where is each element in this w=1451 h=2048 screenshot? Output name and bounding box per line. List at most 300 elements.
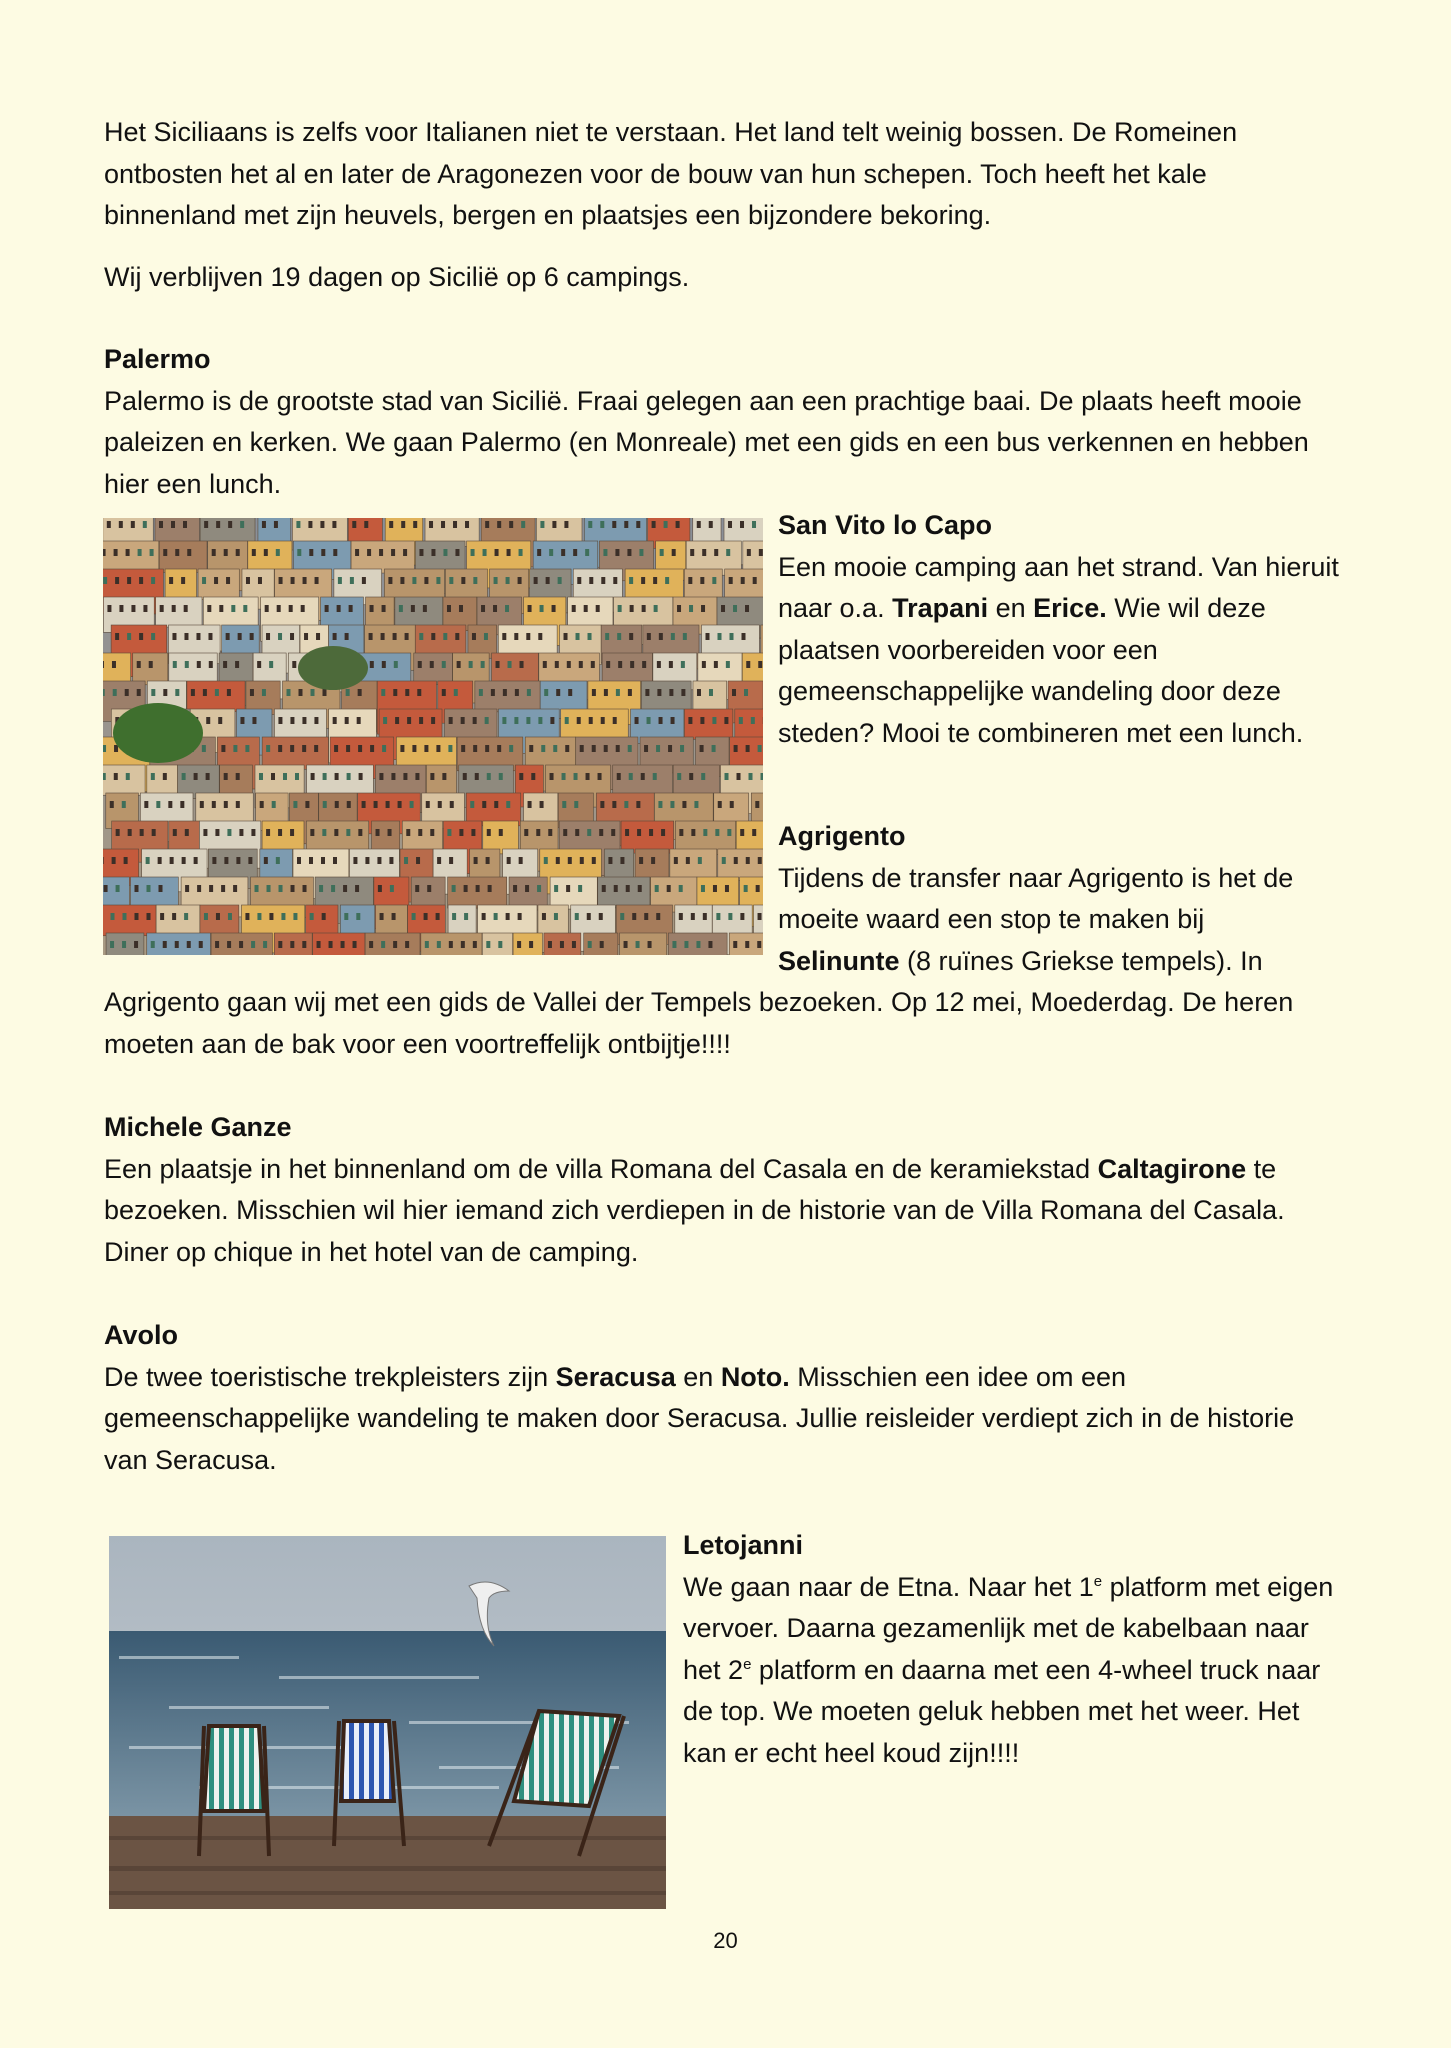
village-window: [746, 745, 750, 752]
village-window: [438, 801, 442, 808]
village-window: [642, 605, 646, 612]
village-window: [753, 577, 757, 584]
village-window: [740, 521, 744, 528]
village-window: [579, 661, 583, 668]
village-window: [233, 885, 237, 892]
village-window: [670, 801, 674, 808]
village-house-block: [448, 877, 507, 908]
village-window: [617, 773, 621, 780]
village-window: [447, 829, 451, 836]
hillside-village-photo: [103, 518, 763, 955]
village-window: [159, 521, 163, 528]
village-window: [431, 549, 435, 556]
village-window: [395, 717, 399, 724]
village-window: [733, 605, 737, 612]
village-window: [419, 717, 423, 724]
village-window: [599, 913, 603, 920]
village-window: [322, 829, 326, 836]
village-window: [449, 857, 453, 864]
village-window: [359, 773, 363, 780]
village-window: [209, 885, 213, 892]
village-window: [761, 773, 763, 780]
village-window: [423, 605, 427, 612]
village-window: [744, 885, 748, 892]
village-window: [615, 549, 619, 556]
village-window: [316, 633, 320, 640]
village-window: [552, 605, 556, 612]
village-window: [197, 885, 201, 892]
village-window: [712, 577, 716, 584]
village-window: [605, 633, 609, 640]
village-window: [680, 745, 684, 752]
village-window: [600, 801, 604, 808]
village-window: [317, 941, 321, 948]
village-window: [469, 661, 473, 668]
village-window: [752, 829, 756, 836]
village-house-block: [262, 737, 328, 769]
village-window: [562, 801, 566, 808]
section-michele-ganze: [104, 1107, 1349, 1273]
village-window: [173, 829, 177, 836]
village-window: [246, 577, 250, 584]
village-window: [329, 941, 333, 948]
village-window: [528, 605, 532, 612]
village-window: [681, 661, 685, 668]
village-window: [676, 521, 680, 528]
village-window: [323, 773, 327, 780]
village-window: [226, 633, 230, 640]
village-window: [146, 857, 150, 864]
village-window: [277, 605, 281, 612]
village-window: [577, 577, 581, 584]
village-window: [291, 885, 295, 892]
village-window: [442, 773, 446, 780]
village-window: [206, 773, 210, 780]
village-window: [475, 773, 479, 780]
village-window: [355, 885, 359, 892]
village-window: [572, 605, 576, 612]
village-window: [103, 745, 106, 752]
village-window: [212, 549, 216, 556]
village-window: [278, 829, 282, 836]
village-window: [150, 549, 154, 556]
village-window: [281, 913, 285, 920]
village-window: [134, 941, 138, 948]
village-window: [714, 549, 718, 556]
village-window: [347, 801, 351, 808]
village-window: [262, 521, 266, 528]
village-window: [637, 829, 641, 836]
village-window: [487, 829, 491, 836]
village-window: [260, 801, 264, 808]
village-window: [172, 633, 176, 640]
village-window: [417, 689, 421, 696]
village-window: [419, 549, 423, 556]
village-house-block: [103, 905, 156, 936]
village-window: [565, 745, 569, 752]
village-window: [497, 745, 501, 752]
village-window: [319, 885, 323, 892]
village-window: [250, 633, 254, 640]
village-window: [418, 829, 422, 836]
village-window: [218, 717, 222, 724]
village-window: [403, 549, 407, 556]
village-window: [137, 661, 141, 668]
village-window: [380, 913, 384, 920]
village-window: [216, 521, 220, 528]
village-window: [184, 605, 188, 612]
village-window: [224, 549, 228, 556]
village-window: [493, 605, 497, 612]
village-window: [722, 857, 726, 864]
village-window: [227, 941, 231, 948]
village-window: [537, 549, 541, 556]
village-window: [739, 717, 743, 724]
village-window: [175, 689, 179, 696]
village-window: [664, 521, 668, 528]
village-window: [215, 941, 219, 948]
village-window: [413, 521, 417, 528]
village-window: [697, 521, 701, 528]
village-window: [549, 549, 553, 556]
village-window: [665, 577, 669, 584]
village-window: [379, 549, 383, 556]
village-window: [224, 857, 228, 864]
village-window: [589, 717, 593, 724]
village-window: [544, 857, 548, 864]
village-window: [546, 577, 550, 584]
village-window: [575, 829, 579, 836]
village-window: [290, 829, 294, 836]
page-number: 20: [713, 1928, 738, 1953]
village-window: [353, 857, 357, 864]
village-window: [407, 717, 411, 724]
village-window: [443, 633, 447, 640]
village-window: [734, 745, 738, 752]
village-window: [529, 745, 533, 752]
heading-san-vito: San Vito lo Capo: [778, 510, 993, 540]
village-window: [506, 577, 510, 584]
village-window: [160, 913, 164, 920]
village-window: [386, 801, 390, 808]
village-window: [382, 605, 386, 612]
village-window: [580, 857, 584, 864]
village-window: [429, 521, 433, 528]
village-window: [191, 689, 195, 696]
village-window: [618, 661, 622, 668]
village-window: [576, 633, 580, 640]
village-window: [362, 801, 366, 808]
village-window: [499, 829, 503, 836]
village-window: [703, 913, 707, 920]
village-window: [323, 801, 327, 808]
village-window: [700, 717, 704, 724]
village-window: [149, 661, 153, 668]
village-window: [239, 829, 243, 836]
village-window: [160, 605, 164, 612]
village-window: [110, 801, 114, 808]
village-window: [690, 549, 694, 556]
village-window: [362, 577, 366, 584]
village-window: [430, 829, 434, 836]
village-window: [507, 857, 511, 864]
village-window: [728, 521, 732, 528]
village-window: [526, 717, 530, 724]
village-window: [577, 717, 581, 724]
village-house-block: [598, 877, 650, 908]
village-window: [346, 829, 350, 836]
village-window: [436, 745, 440, 752]
village-window: [114, 745, 118, 752]
village-window: [606, 661, 610, 668]
village-window: [482, 801, 486, 808]
village-window: [112, 661, 116, 668]
village-window: [410, 801, 414, 808]
village-window: [672, 549, 676, 556]
village-window: [349, 605, 353, 612]
village-window: [613, 577, 617, 584]
village-window: [389, 521, 393, 528]
village-window: [647, 717, 651, 724]
village-window: [473, 745, 477, 752]
village-window: [714, 661, 718, 668]
village-window: [626, 885, 630, 892]
village-window: [315, 577, 319, 584]
village-window: [358, 689, 362, 696]
village-window: [601, 577, 605, 584]
village-window: [221, 885, 225, 892]
village-window: [715, 829, 719, 836]
village-window: [196, 633, 200, 640]
village-window: [653, 773, 657, 780]
village-window: [392, 913, 396, 920]
village-window: [486, 941, 490, 948]
village-window: [334, 829, 338, 836]
village-window: [669, 661, 673, 668]
village-window: [279, 577, 283, 584]
village-window: [197, 661, 201, 668]
section-avolo: [104, 1315, 1344, 1481]
village-window: [630, 605, 634, 612]
village-window: [243, 605, 247, 612]
village-window: [543, 661, 547, 668]
village-window: [103, 773, 106, 780]
village-window: [297, 857, 301, 864]
village-window: [564, 633, 568, 640]
village-window: [286, 689, 290, 696]
village-window: [215, 689, 219, 696]
village-window: [341, 941, 345, 948]
village-window: [718, 801, 722, 808]
village-window: [103, 577, 107, 584]
village-window: [239, 941, 243, 948]
village-window: [364, 521, 368, 528]
village-window: [598, 773, 602, 780]
village-window: [376, 829, 380, 836]
village-window: [152, 829, 156, 836]
village-window: [701, 885, 705, 892]
village-window: [746, 661, 750, 668]
village-window: [749, 773, 753, 780]
village-house-block: [159, 541, 207, 572]
village-window: [494, 801, 498, 808]
village-window: [596, 605, 600, 612]
village-window: [127, 577, 131, 584]
village-window: [636, 941, 640, 948]
village-window: [483, 549, 487, 556]
village-window: [236, 549, 240, 556]
village-window: [744, 689, 748, 696]
village-window: [455, 633, 459, 640]
village-window: [514, 633, 518, 640]
village-window: [412, 577, 416, 584]
village-house-block: [693, 681, 727, 712]
village-window: [264, 549, 268, 556]
village-window: [221, 745, 225, 752]
village-window: [616, 689, 620, 696]
village-window: [740, 913, 744, 920]
village-window: [175, 941, 179, 948]
village-window: [138, 549, 142, 556]
village-window: [611, 829, 615, 836]
village-house-block: [475, 681, 540, 712]
village-window: [528, 801, 532, 808]
village-house-block: [396, 737, 456, 769]
village-window: [485, 745, 489, 752]
village-window: [555, 661, 559, 668]
village-window: [338, 577, 342, 584]
village-window: [509, 745, 513, 752]
village-window: [151, 773, 155, 780]
village-window: [257, 913, 261, 920]
village-window: [554, 913, 558, 920]
village-window: [689, 773, 693, 780]
village-window: [461, 941, 465, 948]
village-window: [471, 549, 475, 556]
village-window: [119, 521, 123, 528]
village-window: [733, 941, 737, 948]
village-window: [452, 913, 456, 920]
village-window: [689, 605, 693, 612]
village-window: [592, 745, 596, 752]
village-window: [487, 773, 491, 780]
village-window: [304, 633, 308, 640]
village-window: [171, 521, 175, 528]
village-window: [548, 941, 552, 948]
village-window: [431, 717, 435, 724]
village-window: [568, 689, 572, 696]
village-window: [496, 661, 500, 668]
village-window: [425, 941, 429, 948]
village-window: [262, 689, 266, 696]
village-window: [332, 521, 336, 528]
village-window: [180, 801, 184, 808]
village-window: [508, 661, 512, 668]
village-window: [202, 577, 206, 584]
village-window: [289, 605, 293, 612]
village-house-block: [156, 597, 202, 627]
village-window: [146, 885, 150, 892]
village-window: [455, 549, 459, 556]
village-window: [519, 549, 523, 556]
village-window: [352, 521, 356, 528]
village-window: [518, 913, 522, 920]
village-window: [390, 885, 394, 892]
village-window: [388, 829, 392, 836]
village-window: [588, 633, 592, 640]
village-window: [473, 577, 477, 584]
village-window: [236, 857, 240, 864]
village-window: [541, 745, 545, 752]
village-window: [151, 689, 155, 696]
village-window: [365, 857, 369, 864]
village-house-block: [561, 709, 629, 739]
beach-chairs-photo: [109, 1536, 666, 1909]
village-window: [642, 661, 646, 668]
village-window: [729, 577, 733, 584]
village-window: [635, 717, 639, 724]
village-window: [681, 689, 685, 696]
village-window: [279, 885, 283, 892]
village-window: [389, 857, 393, 864]
village-window: [436, 577, 440, 584]
village-window: [644, 913, 648, 920]
village-window: [564, 521, 568, 528]
village-window: [431, 633, 435, 640]
village-window: [134, 885, 138, 892]
village-window: [119, 605, 123, 612]
village-window: [182, 857, 186, 864]
village-window: [485, 521, 489, 528]
village-window: [194, 773, 198, 780]
village-window: [465, 521, 469, 528]
heading-agrigento: Agrigento: [778, 821, 906, 851]
village-window: [470, 801, 474, 808]
village-window: [227, 689, 231, 696]
village-window: [644, 745, 648, 752]
village-window: [297, 549, 301, 556]
village-house-block: [349, 849, 399, 881]
village-window: [498, 941, 502, 948]
village-window: [709, 521, 713, 528]
village-window: [322, 689, 326, 696]
village-window: [335, 773, 339, 780]
village-window: [139, 577, 143, 584]
village-window: [671, 633, 675, 640]
village-window: [302, 717, 306, 724]
village-window: [758, 661, 762, 668]
village-window: [344, 913, 348, 920]
village-window: [228, 521, 232, 528]
village-window: [215, 829, 219, 836]
village-window: [290, 941, 294, 948]
village-window: [252, 549, 256, 556]
village-window: [415, 773, 419, 780]
village-window: [636, 521, 640, 528]
village-window: [184, 913, 188, 920]
village-window: [382, 745, 386, 752]
village-window: [656, 913, 660, 920]
village-window: [346, 745, 350, 752]
village-window: [481, 605, 485, 612]
village-window: [471, 829, 475, 836]
village-window: [586, 773, 590, 780]
village-window: [367, 549, 371, 556]
village-window: [603, 549, 607, 556]
village-window: [278, 717, 282, 724]
village-window: [495, 549, 499, 556]
village-window: [126, 773, 130, 780]
